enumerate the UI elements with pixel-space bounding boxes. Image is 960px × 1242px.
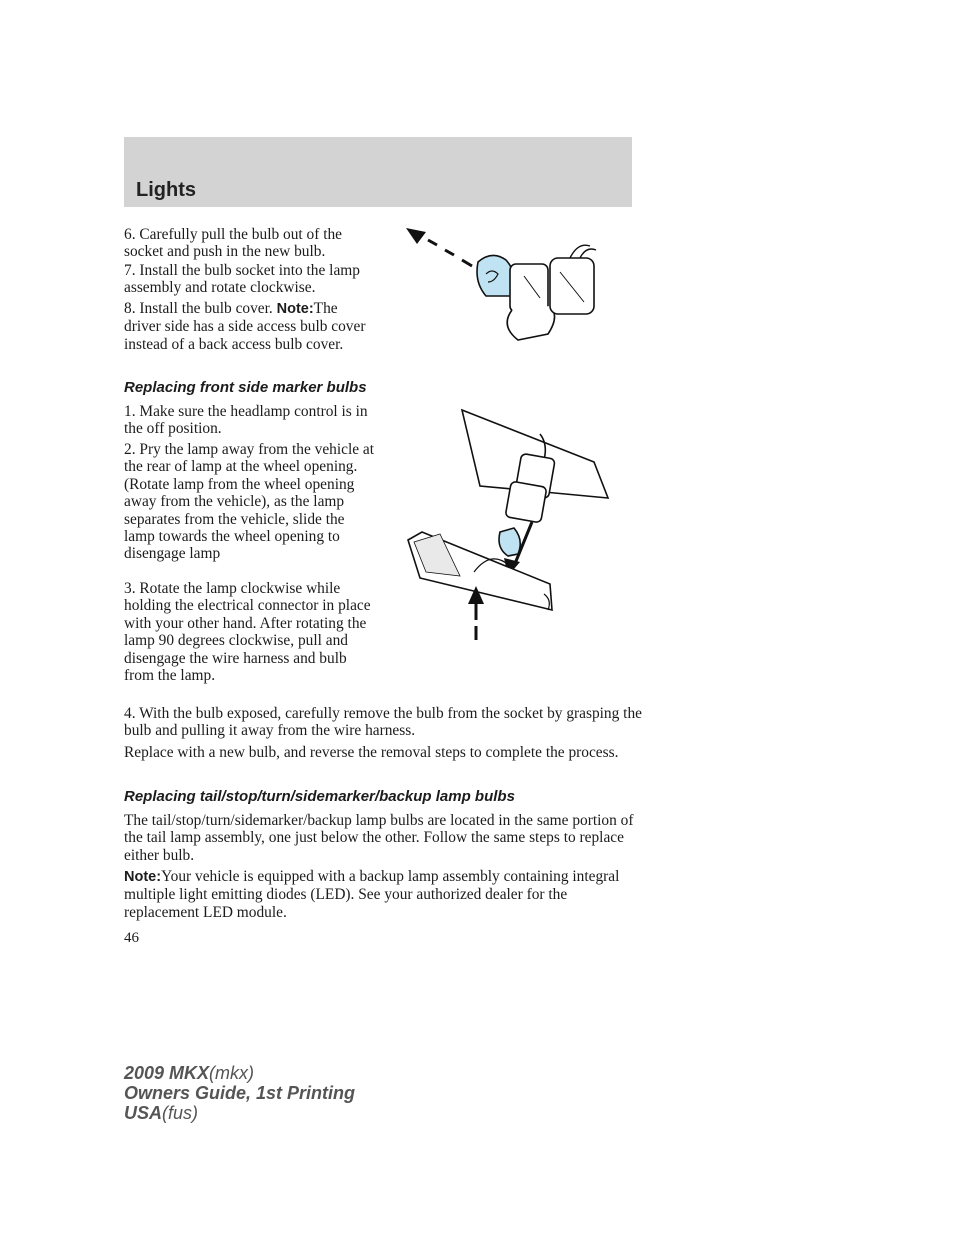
- footer-model: 2009 MKX: [124, 1063, 210, 1083]
- bulb-icon: [499, 528, 520, 556]
- arrow-icon: [406, 228, 426, 244]
- front-marker-replace: Replace with a new bulb, and reverse the removal steps to complete the process.: [124, 744, 619, 761]
- tail-note-text: Your vehicle is equipped with a backup lamp assembly containing integral multiple light emitting diodes (LED). See your authorized dealer for the replacement LED module.: [124, 868, 620, 921]
- front-marker-heading: Replacing front side marker bulbs: [124, 379, 367, 396]
- front-marker-step-2: 2. Pry the lamp away from the vehicle at the rear of lamp at the wheel opening. (Rotate lamp from the wheel opening away from the vehicle), as the lamp separates from the vehicle, slide the lamp towards the wheel opening to disengage lamp: [124, 441, 375, 563]
- section-title: Lights: [136, 179, 196, 201]
- bulb-socket-illustration: [400, 222, 630, 372]
- footer-model-code: (mkx): [209, 1063, 255, 1083]
- front-marker-step-3: 3. Rotate the lamp clockwise while holding the electrical connector in place with your other hand. After rotating the lamp 90 degrees clockwise, pull and disengage the wire harness and bulb from the lamp.: [124, 580, 371, 685]
- footer-market-code: (fus): [162, 1103, 199, 1123]
- tail-lamp-note: [124, 868, 644, 921]
- tail-lamp-text: The tail/stop/turn/sidemarker/backup lamp bulbs are located in the same portion of the tail lamp assembly, one just below the other. Follow the same steps to replace either bulb.: [124, 812, 634, 864]
- page-number: 46: [124, 930, 139, 946]
- side-marker-illustration: [400, 400, 620, 650]
- tail-note-label: Note:: [124, 869, 162, 885]
- front-marker-step-4: 4. With the bulb exposed, carefully remove the bulb from the socket by grasping the bulb and pulling it away from the wire harness.: [124, 705, 642, 740]
- footer-edition: Owners Guide, 1st Printing: [124, 1083, 356, 1103]
- section-header: [124, 137, 632, 207]
- step-8: [124, 300, 376, 353]
- step-8-note-text: The driver side has a side access bulb cover instead of a back access bulb cover.: [124, 300, 366, 353]
- footer-market: USA: [124, 1103, 163, 1123]
- step-6: 6. Carefully pull the bulb out of the socket and push in the new bulb.: [124, 226, 342, 261]
- print-footer: [124, 1063, 355, 1123]
- socket-icon: [510, 264, 548, 312]
- step-7: 7. Install the bulb socket into the lamp assembly and rotate clockwise.: [124, 262, 360, 297]
- step-8-text: 8. Install the bulb cover.: [124, 300, 273, 317]
- front-marker-step-1: 1. Make sure the headlamp control is in the off position.: [124, 403, 368, 438]
- step-8-note-label: Note:: [276, 301, 314, 317]
- tail-lamp-heading: Replacing tail/stop/turn/sidemarker/backup lamp bulbs: [124, 788, 515, 805]
